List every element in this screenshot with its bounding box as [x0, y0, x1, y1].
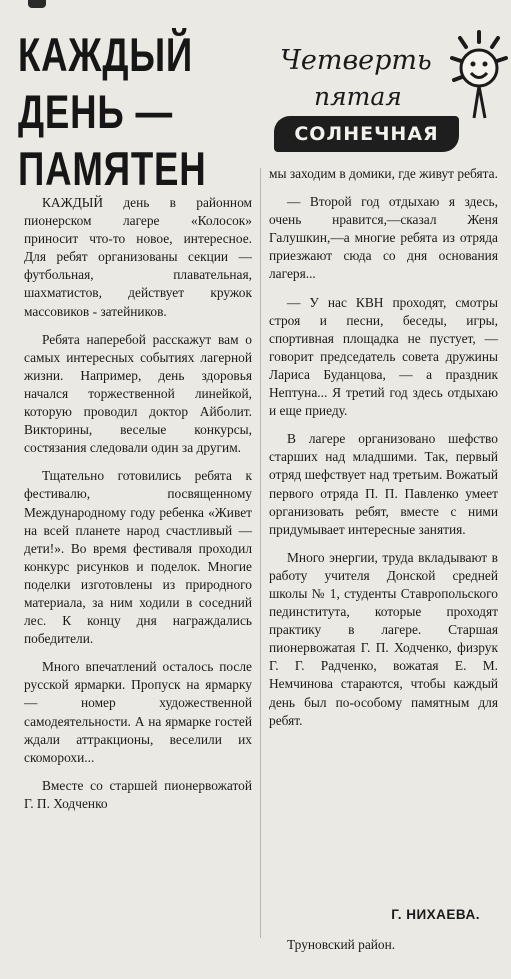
logo-line-2: пятая	[314, 82, 402, 111]
headline	[18, 26, 207, 197]
article-paragraph: Вместе со старшей пионервожатой Г. П. Ходченко	[24, 777, 252, 811]
author-signature: Г. НИХАЕВА.	[391, 907, 480, 922]
top-ornament	[28, 0, 46, 8]
sun-face-icon	[450, 30, 508, 122]
article-column-right	[269, 165, 498, 740]
headline-line: ДЕНЬ —	[18, 85, 173, 138]
article-paragraph: мы заходим в домики, где живут ребята.	[269, 166, 498, 181]
article-paragraph: Много энергии, труда вкладывают в работу учителя Донской средней школы № 1, студенты Ставропольского пединститута, которые проходят практику в лагере. Старшая пионервожатая Г. П. Ходченко, физрук Г. Г. Радченко, вожатая Е. М. Немчинова стараются, чтобы каждый день был по-особому памятным для ребят.	[269, 549, 498, 728]
column-divider	[260, 168, 261, 938]
headline-line: КАЖДЫЙ	[18, 28, 194, 81]
logo-banner	[274, 116, 459, 152]
article-paragraph: Ребята наперебой расскажут вам о самых интересных событиях лагерной жизни. Например, день здоровья начался торжественной линейкой, которую проводил доктор Айболит. Викторины, веселые конкурсы, состязания следовали один за другим.	[24, 331, 252, 456]
article-paragraph: Тщательно готовились ребята к фестивалю, посвященному Международному году ребенка «Живет на всей планете народ счастливый — дети!». Во время фестиваля проходил конкурс рисунков и поделок. Многие поделки изготовлены из природного материала, за ним ходили в соседний лес. К концу дня награждались победители.	[24, 468, 252, 647]
article-paragraph: КАЖДЫЙ день в районном пионерском лагере «Колосок» приносит что-то новое, интересное. Для ребят организованы секции — футбольная, плавательная, шахматистов, действует кружок массовиков - затейников.	[24, 195, 252, 319]
headline-line: ПАМЯТЕН	[18, 142, 207, 195]
column-logo	[262, 20, 507, 165]
article-paragraph: Много впечатлений осталось после русской ярмарки. Пропуск на ярмарку — номер художественной самодеятельности. А на ярмарке гостей ждали аттракционы, веселили их скоморохи...	[24, 659, 252, 765]
logo-line-1: Четверть	[280, 45, 432, 76]
article-column-left	[24, 194, 252, 823]
logo-banner-text: СОЛНЕЧНАЯ	[294, 123, 439, 145]
article-paragraph: — Второй год отдыхаю я здесь, очень нравится,—сказал Женя Галушкин,—а многие ребята из отряда приезжают сюда со дня основания лагеря...	[269, 194, 498, 282]
article-paragraph: В лагере организовано шефство старших над младшими. Так, первый отряд шефствует над третьим. Вожатый первого отряда П. П. Павленко умеет организовать ребят, вместе с ними придумывает интересные занятия.	[269, 431, 498, 537]
article-paragraph: — У нас КВН проходят, смотры строя и песни, беседы, игры, спортивная площадка не пустует, — говорит председатель совета дружины Лариса Буданцова, — а праздник Нептуна... Я третий год здесь отдыхаю и еще приеду.	[269, 294, 498, 419]
author-district: Труновский район.	[287, 937, 396, 952]
